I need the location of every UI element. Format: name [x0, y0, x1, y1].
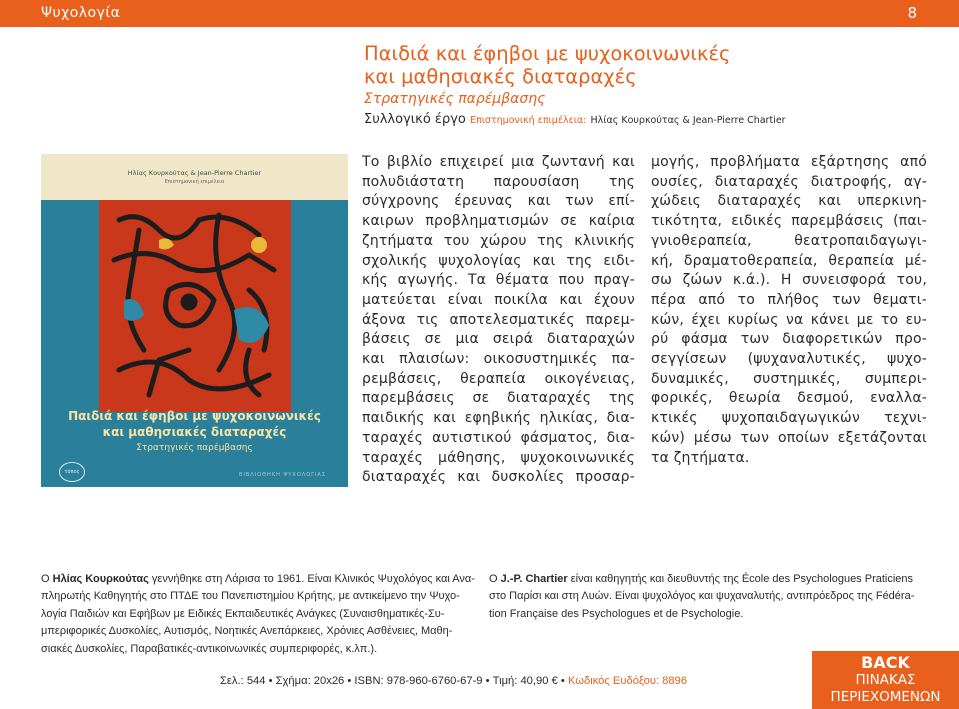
text-line: και πλαισίων: οικοσυστημικές πα-	[362, 351, 635, 368]
separator: •	[268, 675, 273, 687]
back-label: BACK	[861, 653, 910, 672]
text-line: Το βιβλίο επιχειρεί μια ζωντανή και	[362, 154, 635, 170]
text-line: ζητήματα του χώρου της κλινικής	[362, 232, 635, 249]
text-line: παιδικής και εφηβικής ηλικίας, δια-	[362, 410, 635, 427]
isbn: ISBN: 978-960-6760-67-9	[354, 675, 483, 687]
text-line: φορικές, θεωρία δεσμού, εναλλα-	[651, 390, 927, 407]
collective-label: Συλλογικό έργο	[364, 112, 466, 127]
bio-prefix: Ο	[489, 573, 501, 585]
text-line: ταραχές μάθησης, ψυχοκοινωνικές	[362, 449, 635, 466]
bio-line: σιακές Δυσκολίες, Παραβατικές-αντικοινωνικές συμπεριφορές, κ.λπ.).	[41, 642, 378, 655]
text-line: πολυδιάστατη παρουσίαση της	[362, 173, 635, 190]
text-line: χώδεις διαταραχές και υπερκινη-	[651, 193, 927, 210]
book-subtitle: Στρατηγικές παρέμβασης	[364, 91, 546, 107]
text-line: κής αγωγής. Τα θέματα που πραγ-	[362, 272, 635, 289]
description-column-1	[362, 153, 635, 488]
text-line: κή, δραματοθεραπεία, θεραπεία μέ-	[651, 252, 927, 269]
cover-artwork	[99, 200, 291, 412]
text-line: άξονα τις αποτελεσματικές παρεμ-	[362, 311, 635, 328]
contents-label-line2: ΠΕΡΙΕΧΟΜΕΝΩΝ	[830, 689, 941, 705]
text-line: σχολικής ψυχολογίας και της ειδι-	[362, 252, 635, 269]
author-bio-kourkoutas	[41, 571, 481, 658]
book-cover	[41, 154, 348, 487]
cover-title-line1: Παιδιά και έφηβοι με ψυχοκοινωνικές	[68, 409, 321, 423]
eudoxus-code: Κωδικός Ευδόξου: 8896	[567, 675, 688, 687]
book-details	[220, 675, 687, 687]
bio-line: πληρωτής Καθηγητής στο ΠΤΔΕ του Πανεπιστημίου Κρήτης, με αντικείμενο την Ψυχο-	[41, 590, 460, 603]
text-line: κτικές ψυχοπαιδαγωγικών τεχνι-	[651, 410, 927, 427]
bio-line	[489, 571, 929, 588]
editors-line	[364, 112, 786, 127]
text-line: ουσίες, διαταραχές διατροφής, αγ-	[651, 173, 927, 190]
bio-line	[41, 571, 481, 588]
price: Τιμή: 40,90 €	[492, 675, 558, 687]
text-line: σω ζώων κ.ά.). Η συνεισφορά του,	[651, 272, 927, 289]
cover-series: ΒΙΒΛΙΟΘΗΚΗ ΨΥΧΟΛΟΓΙΑΣ	[238, 472, 326, 478]
text-line: βάσεις σε μια σειρά διαταραχών	[362, 331, 635, 348]
book-title	[364, 42, 924, 88]
bio-line: tion Française des Psychologues et de Psychologie.	[489, 607, 744, 620]
text-line: ρεμβάσεις, θεραπεία οικογένειας,	[362, 370, 635, 387]
text-line: ρύ φάσμα των διαφορετικών προ-	[651, 331, 927, 348]
text-line: γνιοθεραπεία, θεατροπαιδαγωγι-	[651, 232, 927, 249]
text-line: κών, έχει κυρίως να κάνει με το ευ-	[651, 311, 927, 328]
separator: •	[485, 675, 490, 687]
text-line: δυναμικές, συστημικές, συμπερι-	[651, 370, 927, 387]
bio-line: λογία Παιδιών και Εφήβων με Ειδικές Εκπαιδευτικές Ανάγκες (Συναισθηματικές-Συ-	[41, 607, 445, 620]
text-line: ταραχές αυτιστικού φάσματος, δια-	[362, 429, 635, 446]
bio-prefix: Ο	[41, 573, 53, 585]
cover-subtitle: Στρατηγικές παρέμβασης	[136, 443, 253, 453]
book-title-line1: Παιδιά και έφηβοι με ψυχοκοινωνικές	[364, 42, 731, 65]
text-line: τα ζητήματα.	[651, 449, 750, 466]
text-line: σύγχρονης έρευνας και των επί-	[362, 193, 635, 210]
section-title: Ψυχολογία	[41, 5, 121, 21]
book-format: Σχήμα: 20x26	[275, 675, 345, 687]
page-count: Σελ.: 544	[220, 675, 266, 687]
cover-authors: Ηλίας Κουρκούτας & Jean-Pierre Chartier	[127, 169, 262, 177]
description-column-2	[651, 153, 927, 468]
text-line: σεγγίσεων (ψυχαναλυτικές, ψυχο-	[651, 351, 927, 368]
text-line: μογής, προβλήματα εξάρτησης από	[651, 154, 927, 170]
contents-label-line1: ΠΙΝΑΚΑΣ	[855, 672, 916, 688]
text-line: τικότητα, ειδικές παρεμβάσεις (παι-	[651, 213, 927, 230]
author-name: J.-P. Chartier	[500, 573, 568, 585]
author-name: Ηλίας Κουρκούτας	[52, 573, 149, 585]
bio-text: είναι καθηγητής και διευθυντής της École des Psychologues Praticiens	[567, 573, 914, 585]
editor-label: Επιστημονική επιμέλεια:	[469, 115, 587, 126]
text-line: παρεμβάσεις σε διαταραχές της	[362, 390, 635, 407]
cover-editor-note: Επιστημονική επιμέλεια	[164, 179, 225, 185]
bio-text: γεννήθηκε στη Λάρισα το 1961. Είναι Κλινικός Ψυχολόγος και Ανα-	[148, 573, 475, 585]
separator: •	[347, 675, 352, 687]
author-bio-chartier	[489, 571, 929, 623]
bio-line: μπεριφορικές Δυσκολίες, Αυτισμός, Νοητικές Ανεπάρκειες, Χρόνιες Ασθένειες, Μαθη-	[41, 625, 453, 638]
book-title-line2: και μαθησιακές διαταραχές	[364, 65, 637, 88]
page-number: 8	[907, 4, 917, 22]
bio-line: στο Παρίσι και στη Λυών. Είναι ψυχολόγος και ψυχαναλυτής, αντιπρόεδρος της Fédéra-	[489, 590, 915, 603]
text-line: κών) μέσω των οποίων εξετάζονται	[651, 429, 927, 446]
editor-names: Ηλίας Κουρκούτας & Jean-Pierre Chartier	[590, 115, 786, 126]
publisher-logo: τόπος	[59, 462, 85, 482]
cover-title-line2: και μαθησιακές διαταραχές	[102, 425, 287, 439]
text-line: διαταραχές και δυσκολίες προσαρ-	[362, 469, 635, 486]
cover-header	[41, 154, 348, 200]
back-to-contents-button[interactable]	[812, 651, 959, 709]
text-line: πέρα από το πλήθος των θεματι-	[651, 291, 927, 308]
top-bar	[0, 0, 959, 27]
cover-title	[41, 408, 348, 456]
separator: •	[560, 675, 565, 687]
text-line: καιρων προβληματισμών σε καίρια	[362, 213, 635, 230]
text-line: ματεύεται είναι ποικίλα και έχουν	[362, 291, 635, 308]
